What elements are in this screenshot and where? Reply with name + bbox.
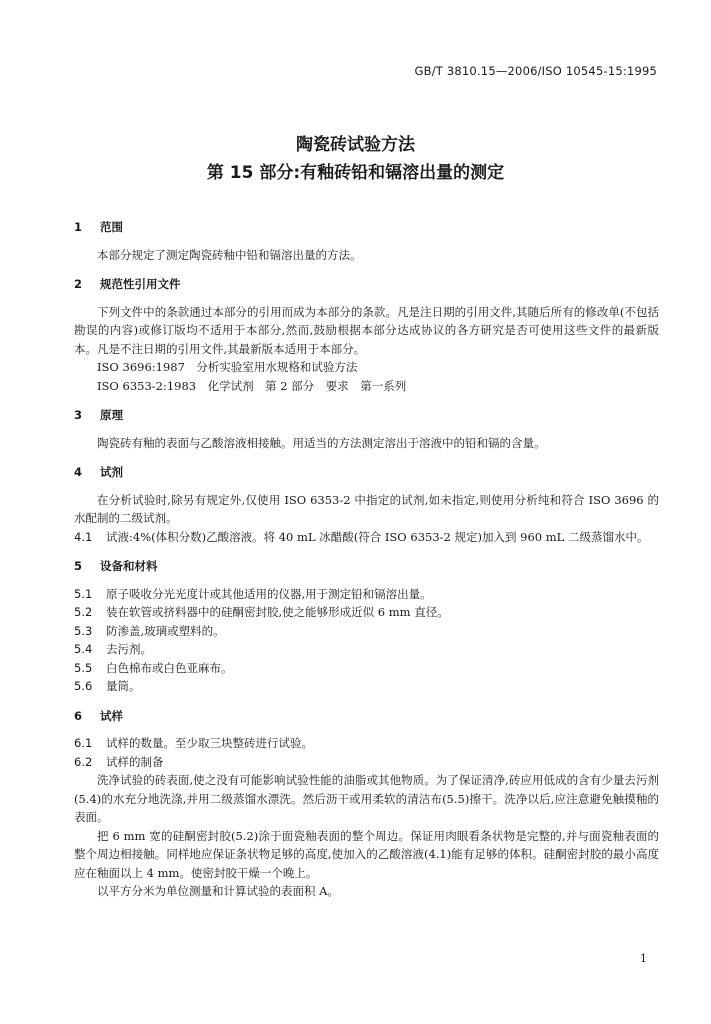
section-title: 试样 — [100, 708, 123, 723]
section-number: 6 — [74, 708, 83, 723]
section-heading-apparatus — [74, 557, 659, 576]
section-number: 4 — [74, 465, 83, 479]
section-heading-test-specimens — [74, 707, 659, 726]
section-heading-normative-references — [74, 275, 659, 294]
list-item — [74, 585, 659, 604]
item-number: 5.4 — [74, 642, 93, 656]
document-subtitle: 第 15 部分:有釉砖铅和镉溶出量的测定 — [206, 163, 505, 183]
item-number: 6.2 — [74, 754, 93, 769]
reference-item: ISO 6353-2:1983 化学试剂 第 2 部分 要求 第一系列 — [97, 378, 407, 393]
item-text: 去污剂。 — [106, 642, 152, 656]
item-text: 试样的数量。至少取三块整砖进行试验。 — [106, 736, 313, 750]
item-text: 量筒。 — [106, 679, 141, 693]
item-number: 5.5 — [74, 660, 93, 675]
section-title: 规范性引用文件 — [100, 277, 181, 291]
item-text: 试液:4%(体积分数)乙酸溶液。将 40 mL 冰醋酸(符合 ISO 6353-2 规定)加入到 960 mL 二级蒸馏水中。 — [106, 529, 649, 544]
section-title: 原理 — [100, 408, 123, 422]
scope-paragraph: 本部分规定了测定陶瓷砖釉中铅和镉溶出量的方法。 — [97, 247, 362, 262]
preparation-paragraph: 把 6 mm 宽的硅酮密封胶(5.2)涂于面瓷釉表面的整个周边。保证用肉眼看条状物是完整的,并与面瓷釉表面的整个周边相接触。同样地应保证条状物足够的高度,使加入的乙酸溶液(4.1)能有足够的体积。硅酮密封胶的最小高度应在釉面以上 4 mm。使密封胶干燥一个晚上。 — [74, 828, 659, 880]
item-number: 5.2 — [74, 605, 93, 619]
references-paragraph: 下列文件中的条款通过本部分的引用而成为本部分的条款。凡是注日期的引用文件,其随后所有的修改单(不包括勘误的内容)或修订版均不适用于本部分,然而,鼓励根据本部分达成协议的各方研究是否可使用这些文件的最新版本。凡是不注日期的引用文件,其最新版本适用于本部分。 — [74, 304, 659, 356]
item-text: 白色棉布或白色亚麻布。 — [106, 660, 233, 675]
list-item — [74, 640, 659, 659]
item-number: 5.6 — [74, 679, 93, 693]
list-item — [74, 677, 659, 696]
section-heading-principle — [74, 406, 659, 425]
reference-item: ISO 3696:1987 分析实验室用水规格和试验方法 — [97, 360, 358, 374]
reagents-paragraph: 在分析试验时,除另有规定外,仅使用 ISO 6353-2 中指定的试剂,如未指定,则使用分析纯和符合 ISO 3696 的水配制的二级试剂。 — [74, 492, 659, 525]
list-item — [74, 603, 659, 622]
item-text: 原子吸收分光光度计或其他适用的仪器,用于测定铅和镉溶出量。 — [106, 586, 432, 601]
list-item — [74, 622, 659, 641]
section-heading-scope — [74, 218, 659, 237]
section-title: 试剂 — [100, 465, 123, 479]
document-title: 陶瓷砖试验方法 — [296, 135, 415, 155]
principle-paragraph: 陶瓷砖有釉的表面与乙酸溶液相接触。用适当的方法测定溶出于溶液中的铅和镉的含量。 — [97, 435, 546, 450]
section-title: 设备和材料 — [100, 559, 158, 573]
section-heading-reagents — [74, 463, 659, 482]
item-number: 6.1 — [74, 736, 93, 750]
page-number: 1 — [640, 952, 647, 965]
section-number: 2 — [74, 277, 83, 291]
reagent-item — [74, 528, 659, 547]
item-number: 4.1 — [74, 529, 93, 544]
item-number: 5.1 — [74, 586, 93, 601]
item-text: 试样的制备 — [106, 754, 164, 769]
list-item — [74, 753, 659, 772]
item-text: 防渗盖,玻璃或塑料的。 — [106, 623, 225, 638]
list-item — [74, 659, 659, 678]
document-body — [74, 218, 659, 901]
section-number: 3 — [74, 408, 83, 422]
section-number: 5 — [74, 559, 83, 573]
section-title: 范围 — [100, 220, 123, 234]
preparation-paragraph: 洗净试验的砖表面,使之没有可能影响试验性能的油脂或其他物质。为了保证清净,砖应用低成的含有少量去污剂(5.4)的水充分地洗涤,并用二级蒸馏水漂洗。然后沥干或用柔软的清洁布(5.5)擦干。洗净以后,应注意避免触摸釉的表面。 — [74, 773, 659, 824]
section-number: 1 — [74, 220, 83, 234]
preparation-paragraph: 以平方分米为单位测量和计算试验的表面积 A。 — [97, 884, 339, 898]
standard-code: GB/T 3810.15—2006/ISO 10545-15:1995 — [414, 64, 657, 78]
item-text: 装在软管或挤料器中的硅酮密封胶,使之能够形成近似 6 mm 直径。 — [106, 605, 449, 619]
item-number: 5.3 — [74, 623, 93, 638]
list-item — [74, 734, 659, 753]
